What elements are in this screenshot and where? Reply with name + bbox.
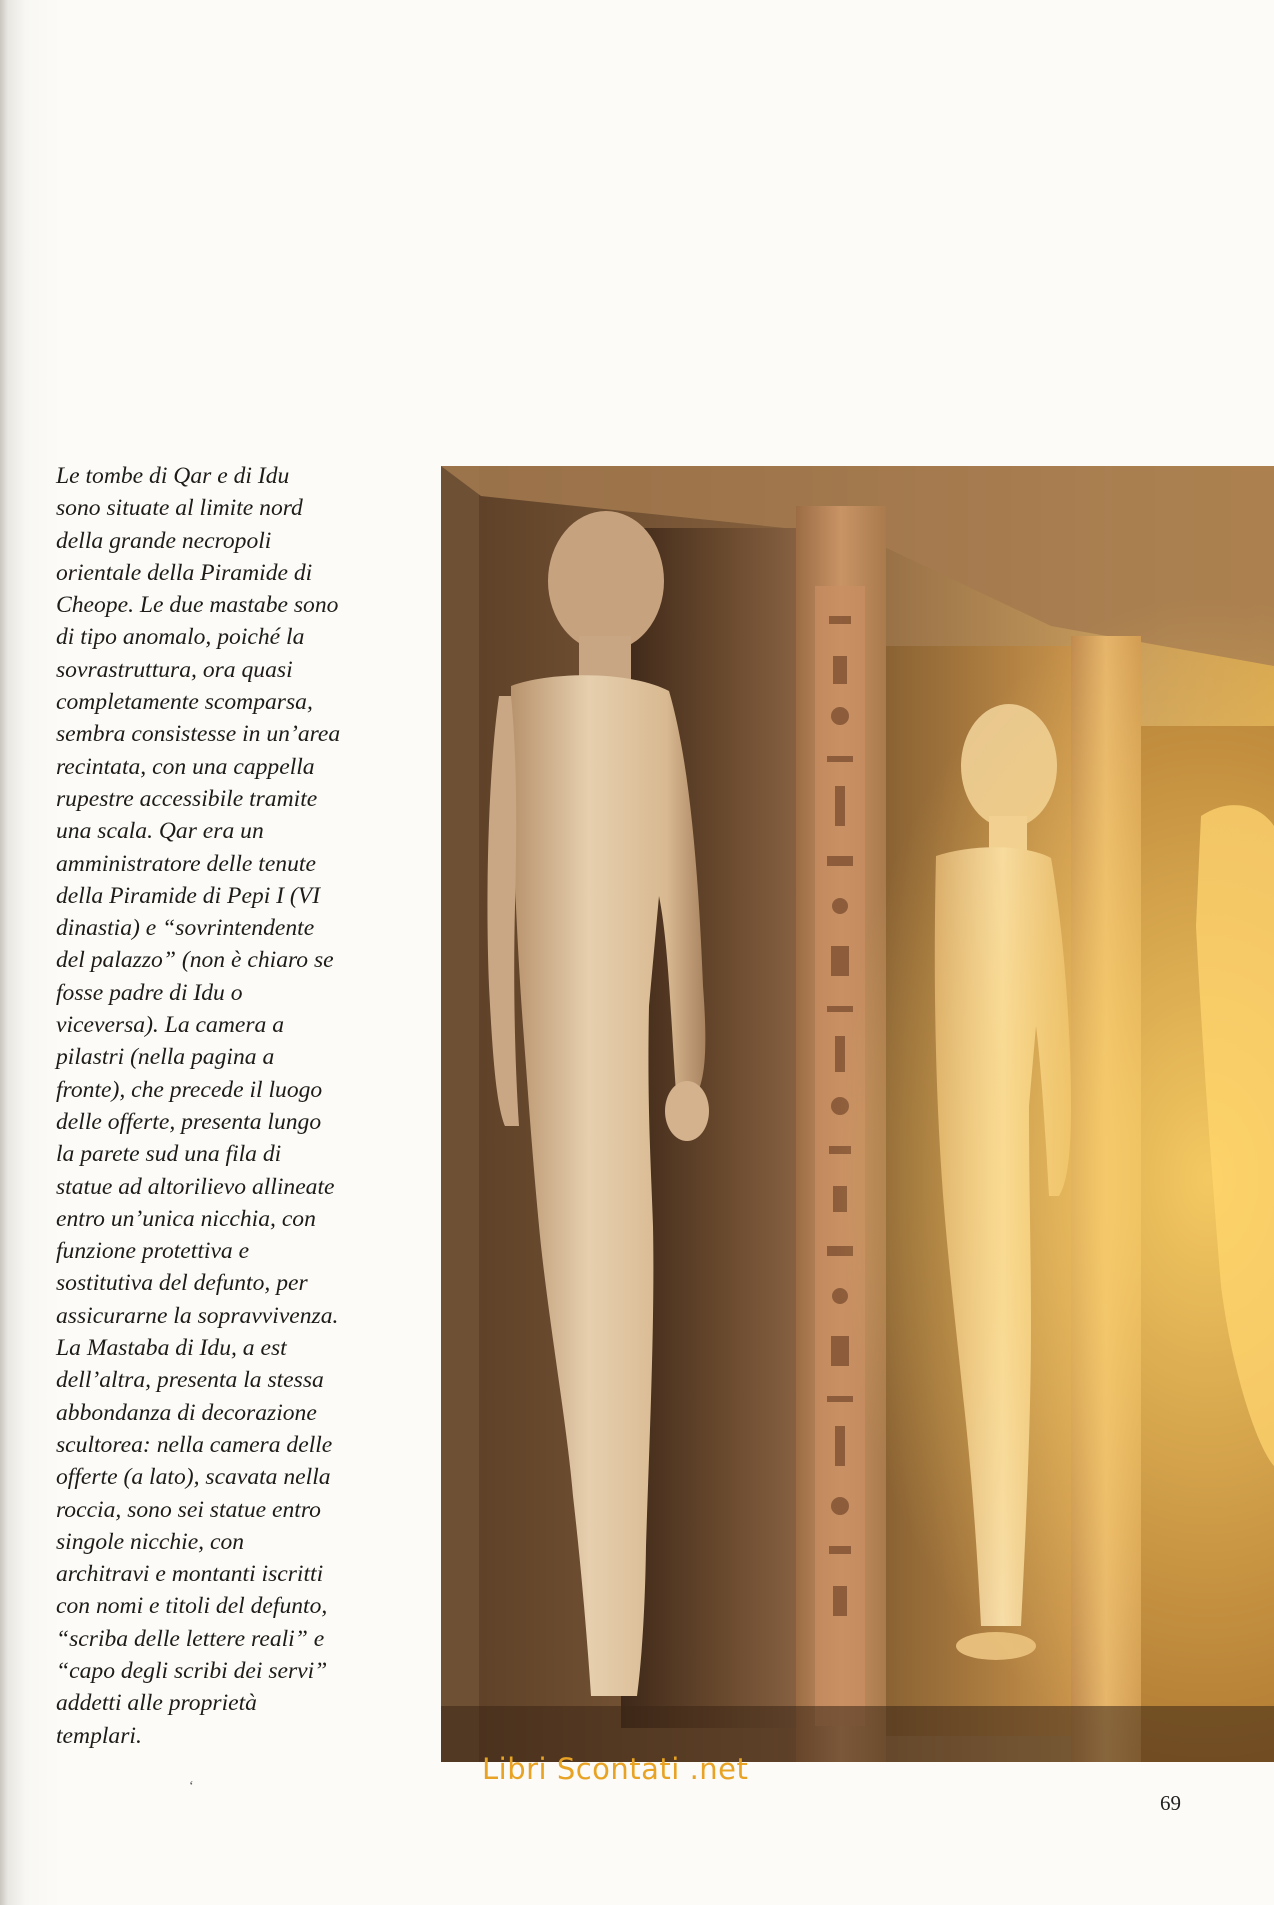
text-line: delle offerte, presenta lungo [56,1108,322,1135]
text-line: del palazzo” (non è chiaro se [56,947,334,974]
text-line: completamente scomparsa, [56,689,313,716]
statue-niches-photo [441,466,1274,1762]
text-line: dinastia) e “sovrintendente [56,915,315,942]
text-line: entro un’unica nicchia, con [56,1205,316,1232]
text-line: sovrastruttura, ora quasi [56,656,293,683]
text-line: roccia, sono sei statue entro [56,1496,321,1523]
text-line: dell’altra, presenta la stessa [56,1367,324,1394]
text-line: rupestre accessibile tramite [56,785,318,812]
text-line: “scriba delle lettere reali” e [56,1625,325,1652]
stray-mark: ‘ [189,1779,194,1794]
text-line: viceversa). La camera a [56,1012,284,1039]
body-text [56,460,416,1752]
photo-illustration [441,466,1274,1762]
text-line: addetti alle proprietà [56,1690,257,1717]
page-number: 69 [1160,1791,1181,1815]
text-line: della grande necropoli [56,527,272,554]
text-line: assicurarne la sopravvivenza. [56,1302,339,1329]
text-line: recintata, con una cappella [56,753,315,780]
text-line: Le tombe di Qar e di Idu [56,463,290,489]
text-line: di tipo anomalo, poiché la [56,624,305,651]
text-line: scultorea: nella camera delle [56,1431,333,1458]
text-line: amministratore delle tenute [56,850,316,877]
text-line: fronte), che precede il luogo [56,1076,323,1103]
text-line: della Piramide di Pepi I (VI [56,882,321,909]
text-line: templari. [56,1722,142,1749]
text-line: sostitutiva del defunto, per [56,1270,308,1297]
watermark: Libri Scontati .net [482,1752,749,1786]
text-line: orientale della Piramide di [56,559,313,586]
text-line: funzione protettiva e [56,1238,250,1265]
text-line: fosse padre di Idu o [56,979,243,1006]
text-line: la parete sud una fila di [56,1141,282,1168]
text-line: una scala. Qar era un [56,818,264,845]
text-line: La Mastaba di Idu, a est [56,1335,287,1362]
text-line: sembra consistesse in un’area [56,721,341,748]
text-line: sono situate al limite nord [56,495,303,522]
text-line: Cheope. Le due mastabe sono [56,592,339,619]
text-line: pilastri (nella pagina a [56,1044,275,1071]
text-line: “capo degli scribi dei servi” [56,1657,328,1684]
text-line: singole nicchie, con [56,1528,245,1555]
text-line: architravi e montanti iscritti [56,1561,324,1588]
text-line: offerte (a lato), scavata nella [56,1464,331,1491]
text-line: abbondanza di decorazione [56,1399,317,1426]
text-line: statue ad altorilievo allineate [56,1173,335,1200]
text-line: con nomi e titoli del defunto, [56,1593,328,1620]
lamp-glow [441,466,1274,1762]
